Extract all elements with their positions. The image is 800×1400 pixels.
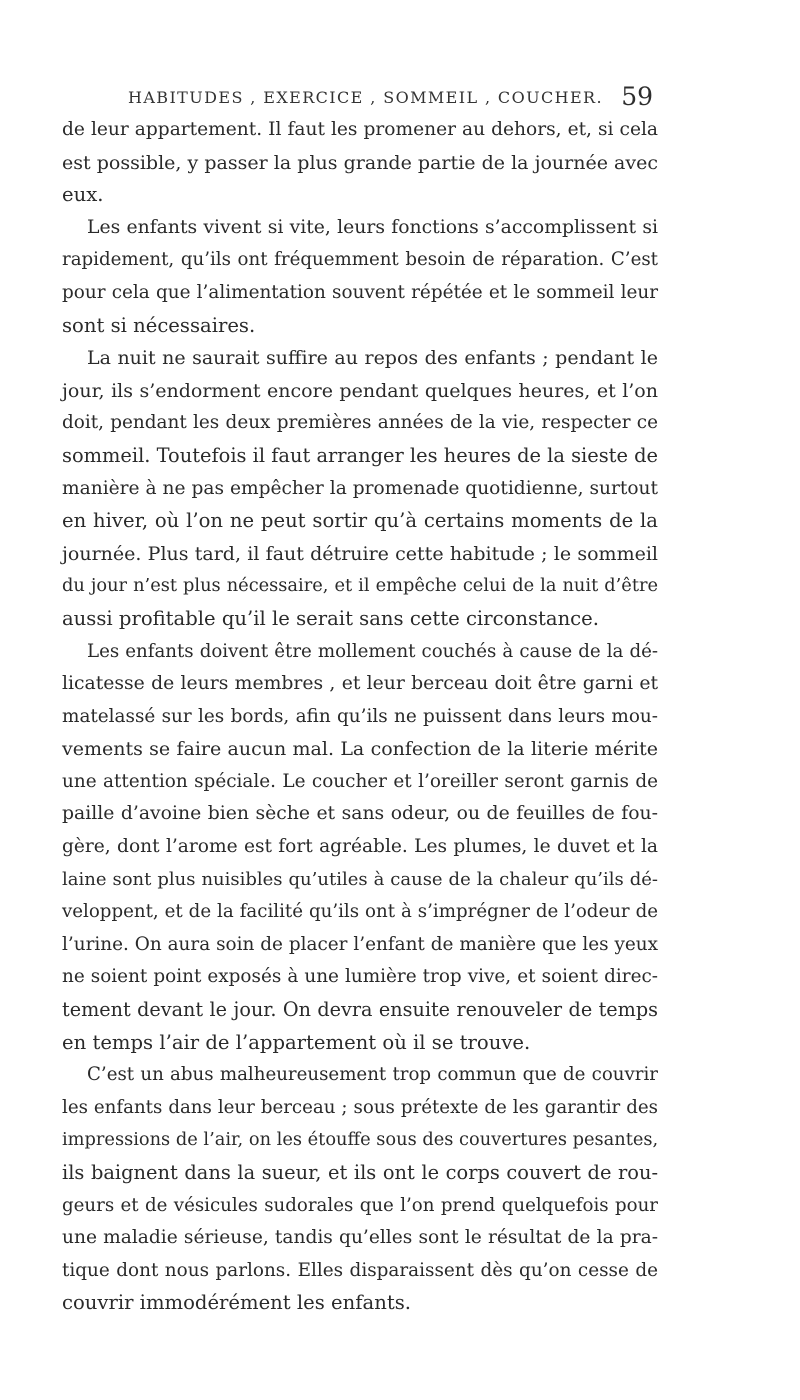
text-line: en temps l’air de l’appartement où il se trouve. <box>62 1030 531 1054</box>
text-line: Les enfants vivent si vite, leurs fonctions s’accomplissent si <box>87 216 658 238</box>
text-line: paille d’avoine bien sèche et sans odeur, ou de feuilles de fou- <box>62 803 658 825</box>
text-line: licatesse de leurs membres , et leur berceau doit être garni et <box>62 673 658 695</box>
text-line: de leur appartement. Il faut les promener au dehors, et, si cela <box>62 119 658 140</box>
text-line: tique dont nous parlons. Elles disparaissent dès qu’on cesse de <box>62 1259 658 1281</box>
text-line: couvrir immodérément les enfants. <box>62 1291 411 1315</box>
text-line: La nuit ne saurait suffire au repos des enfants ; pendant le <box>87 347 658 370</box>
text-line: laine sont plus nuisibles qu’utiles à cause de la chaleur qu’ils dé- <box>62 868 658 890</box>
text-line: les enfants dans leur berceau ; sous prétexte de les garantir des <box>62 1096 658 1118</box>
text-line: ne soient point exposés à une lumière trop vive, et soient direc- <box>62 966 658 988</box>
text-line: l’urine. On aura soin de placer l’enfant de manière que les yeux <box>62 933 658 955</box>
body-text <box>62 114 658 1320</box>
text-line: une maladie sérieuse, tandis qu’elles sont le résultat de la pra- <box>62 1227 658 1249</box>
page-number: 59 <box>621 82 653 111</box>
text-line: une attention spéciale. Le coucher et l’oreiller seront garnis de <box>62 770 658 792</box>
text-line: eux. <box>62 183 104 207</box>
text-line: journée. Plus tard, il faut détruire cette habitude ; le sommeil <box>62 542 658 565</box>
text-line: doit, pendant les deux premières années de la vie, respecter ce <box>62 412 658 434</box>
text-line: tement devant le jour. On devra ensuite renouveler de temps <box>62 998 658 1022</box>
text-line: sont si nécessaires. <box>62 313 256 337</box>
text-line: aussi profitable qu’il le serait sans cette circonstance. <box>62 606 599 630</box>
text-line: ils baignent dans la sueur, et ils ont le corps couvert de rou- <box>62 1161 658 1184</box>
text-line: manière à ne pas empêcher la promenade quotidienne, surtout <box>62 477 658 499</box>
text-line: veloppent, et de la facilité qu’ils ont à s’imprégner de l’odeur de <box>62 901 658 923</box>
text-line: du jour n’est plus nécessaire, et il empêche celui de la nuit d’être <box>62 575 658 597</box>
text-line: jour, ils s’endorment encore pendant quelques heures, et l’on <box>62 379 658 402</box>
text-line: en hiver, où l’on ne peut sortir qu’à certains moments de la <box>62 509 658 533</box>
text-line: impressions de l’air, on les étouffe sous des couvertures pesantes, <box>62 1129 659 1151</box>
text-line: sommeil. Toutefois il faut arranger les heures de la sieste de <box>62 443 658 467</box>
text-line: vements se faire aucun mal. La confection de la literie mérite <box>62 738 658 761</box>
text-line: geurs et de vésicules sudorales que l’on prend quelquefois pour <box>62 1194 658 1216</box>
text-line: pour cela que l’alimentation souvent répétée et le sommeil leur <box>62 281 658 303</box>
text-line: est possible, y passer la plus grande partie de la journée avec <box>62 151 658 174</box>
text-line: Les enfants doivent être mollement couchés à cause de la dé- <box>87 640 658 662</box>
text-line: matelassé sur les bords, afin qu’ils ne puissent dans leurs mou- <box>62 705 658 727</box>
text-line: C’est un abus malheureusement trop commun que de couvrir <box>87 1064 658 1086</box>
running-title: HABITUDES , EXERCICE , SOMMEIL , COUCHER. <box>128 88 603 107</box>
text-line: rapidement, qu’ils ont fréquemment besoin de réparation. C’est <box>62 249 658 271</box>
running-header <box>128 82 653 112</box>
text-line: gère, dont l’arome est fort agréable. Les plumes, le duvet et la <box>62 836 658 858</box>
